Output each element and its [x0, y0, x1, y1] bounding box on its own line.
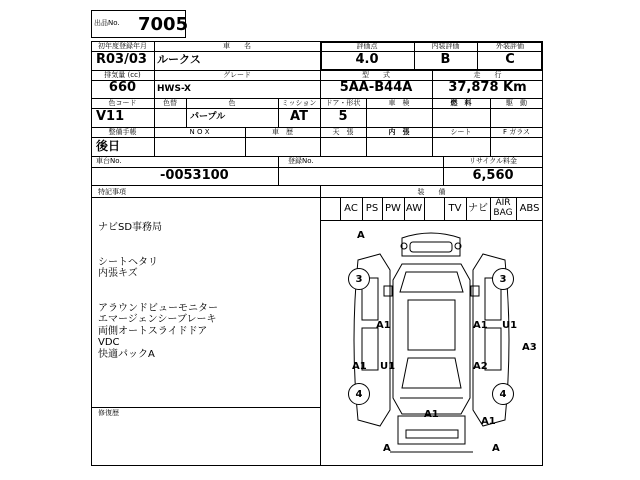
equipment-airbag: AIR BAG	[493, 198, 513, 218]
exterior-value: C	[505, 52, 515, 67]
note-line	[98, 280, 218, 292]
note-line: エマージェンシーブレーキ	[98, 314, 217, 325]
wheel-right-rear: 4	[492, 383, 514, 405]
notes-label: 特記事項	[98, 188, 126, 196]
door-label: ドア・形状	[325, 99, 361, 107]
note-line	[98, 245, 218, 257]
interior-value: B	[440, 52, 451, 67]
color-value: パープル	[190, 112, 226, 122]
recycle-label: リサイクル料金	[468, 157, 518, 165]
grade-value: HWS-X	[157, 84, 191, 94]
recycle-value: 6,560	[472, 168, 514, 183]
damage-rear-gate: A1	[424, 409, 439, 420]
color-label: 色	[228, 99, 236, 107]
cc-value: 660	[108, 80, 137, 95]
model-label: 型 式	[362, 71, 390, 79]
notes-list	[98, 222, 218, 360]
equipment-ps: PS	[365, 203, 379, 214]
manual-value: 後日	[96, 139, 121, 153]
name-label: 車 名	[223, 42, 251, 50]
reg-label: 初年度登録年月	[98, 42, 147, 50]
mileage-label: 走 行	[473, 71, 502, 79]
note-line: 両側オートスライドドア	[98, 325, 208, 337]
damage-right-front-door: A1	[473, 320, 488, 331]
grade-label: グレード	[223, 71, 251, 79]
score-value: 4.0	[355, 52, 379, 67]
mission-label: ミッション	[281, 99, 317, 107]
nox-label: N O X	[189, 128, 210, 136]
name-value: ルークス	[157, 53, 201, 66]
glass-label: F ガラス	[502, 128, 531, 136]
door-value: 5	[338, 109, 348, 124]
color-code-label: 色コード	[108, 99, 137, 107]
drive-label: 駆 動	[506, 99, 527, 107]
damage-left-rear-a1: A1	[352, 361, 367, 372]
wheel-left-rear: 4	[348, 383, 370, 405]
damage-right-side: A3	[522, 342, 537, 353]
damage-left-front-door: A1	[376, 320, 391, 331]
repair-label: 修復歴	[98, 409, 119, 417]
note-line	[98, 234, 218, 246]
note-line: シートヘタリ	[98, 256, 158, 268]
model-value: 5AA-B44A	[339, 80, 413, 95]
note-line	[98, 291, 218, 303]
equipment-ac: AC	[344, 203, 358, 214]
equipment-label: 装 備	[417, 188, 446, 196]
sunroof-label: 天 張	[332, 128, 354, 136]
damage-rear-bumper-right: A	[492, 443, 500, 454]
cc-label: 排気量 (cc)	[104, 71, 141, 79]
lot-number: 7005	[138, 14, 189, 35]
damage-left-rear-u1: U1	[380, 361, 396, 372]
chassis-label: 車台No.	[96, 157, 122, 165]
damage-rear-right: A1	[481, 416, 496, 427]
color-code-value: V11	[96, 109, 125, 124]
mileage-value: 37,878 Km	[448, 80, 527, 95]
note-line: 快適パックA	[98, 348, 155, 360]
equipment-navi: ナビ	[468, 203, 488, 214]
fuel-label: 燃 料	[450, 99, 472, 107]
reg-value: R03/03	[96, 52, 147, 67]
equipment-pw: PW	[385, 203, 401, 214]
equipment-abs: ABS	[519, 203, 540, 214]
inspection-label: 車 検	[388, 99, 410, 107]
damage-right-rear-a2: A2	[473, 361, 488, 372]
note-line: 内張キズ	[98, 268, 138, 279]
history-label: 車 歴	[272, 128, 293, 136]
exterior-label: 外装評価	[496, 42, 524, 50]
damage-rear-bumper-left: A	[383, 443, 391, 454]
mission-value: AT	[290, 109, 308, 124]
note-line: VDC	[98, 337, 120, 348]
lot-label: 出品No.	[94, 19, 120, 27]
note-line: アラウンドビューモニター	[98, 302, 218, 314]
interior-lining-label: 内 張	[388, 128, 410, 136]
damage-right-u1: U1	[502, 320, 518, 331]
interior-label: 内装評価	[431, 42, 460, 50]
damage-front: A	[357, 230, 365, 241]
manual-label: 整備手帳	[108, 128, 137, 136]
note-line: ナビSD事務局	[98, 222, 163, 233]
seat-label: シート	[450, 128, 472, 136]
wheel-right-front: 3	[492, 268, 514, 290]
color-swap-label: 色替	[163, 99, 177, 107]
chassis-value: -0053100	[160, 168, 229, 183]
equipment-tv: TV	[448, 203, 462, 214]
equipment-aw: AW	[405, 203, 423, 214]
car-damage-diagram	[320, 220, 543, 466]
regno-label: 登録No.	[288, 157, 314, 165]
wheel-left-front: 3	[348, 268, 370, 290]
score-label: 評価点	[356, 42, 378, 50]
